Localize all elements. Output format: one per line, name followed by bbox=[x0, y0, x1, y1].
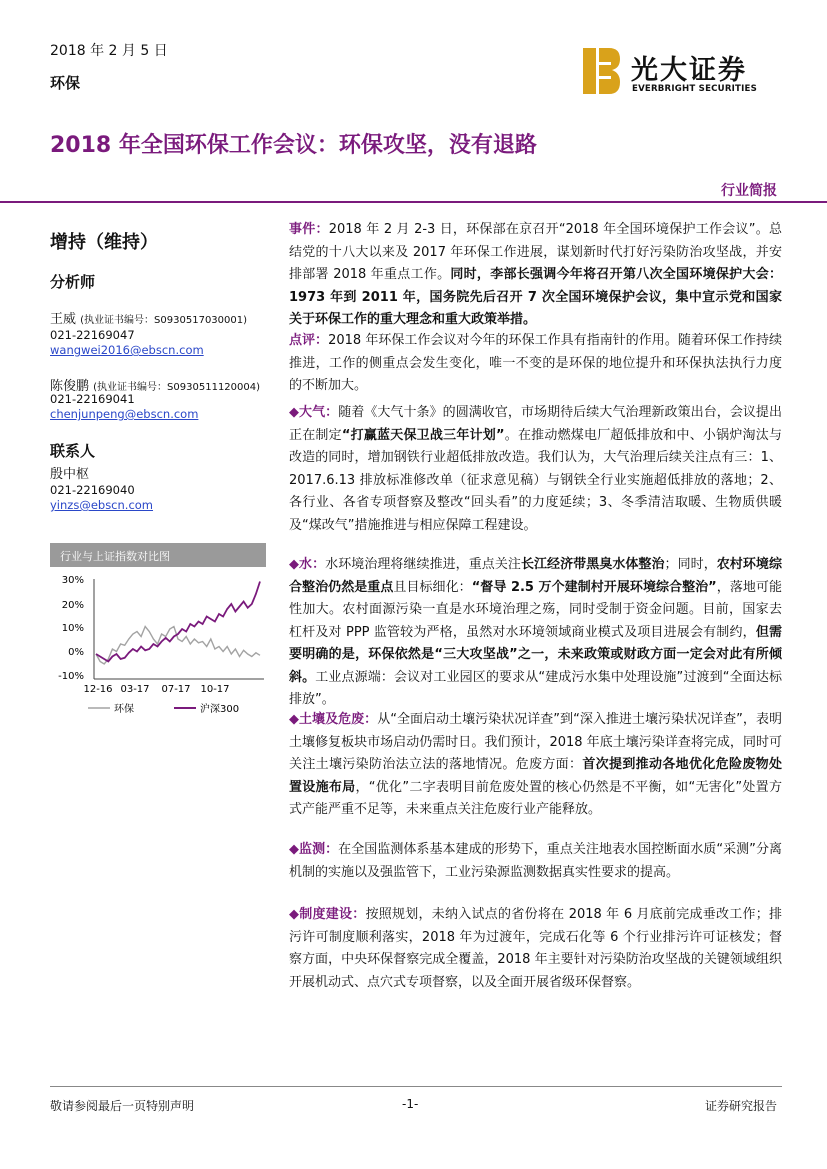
contact-phone: 021-22169040 bbox=[50, 483, 135, 497]
contact-heading: 联系人 bbox=[50, 442, 96, 460]
analyst-1-name: 王威 bbox=[50, 312, 77, 327]
event-text: 2018 年 2 月 2-3 日，环保部在京召开“2018 年全国环境保护工作会议”。总结党的十八大以来及 2017 年环保工作进展，谋划新时代打好污染防治攻坚战，并安排部署 2018 年重点工作。 bbox=[289, 222, 782, 282]
analyst-1 bbox=[50, 308, 247, 327]
footer-disclaimer: 敬请参阅最后一页特别声明 bbox=[50, 1099, 195, 1113]
contact-email[interactable]: yinzs@ebscn.com bbox=[50, 498, 154, 512]
comment-paragraph bbox=[289, 330, 782, 398]
water-paragraph bbox=[289, 554, 782, 712]
report-date: 2018 年 2 月 5 日 bbox=[50, 43, 168, 59]
water-text-1: 水环境治理将继续推进，重点关注 bbox=[325, 557, 521, 572]
air-bold-1: “打赢蓝天保卫战三年计划” bbox=[341, 427, 505, 443]
analyst-1-email[interactable]: wangwei2016@ebscn.com bbox=[50, 343, 204, 357]
index-comparison-chart bbox=[50, 543, 266, 715]
air-label: ◆大气： bbox=[289, 405, 339, 420]
report-type: 行业简报 bbox=[721, 183, 777, 199]
monitor-label: ◆监测： bbox=[289, 842, 339, 857]
legend-label-huanbao: 环保 bbox=[114, 704, 134, 715]
y-tick-label: 30% bbox=[61, 575, 84, 586]
footer-divider bbox=[50, 1086, 782, 1087]
contact-name: 殷中枢 bbox=[50, 467, 90, 482]
chart-plot bbox=[50, 567, 266, 715]
chart-title: 行业与上证指数对比图 bbox=[50, 543, 266, 567]
logo-english-name: EVERBRIGHT SECURITIES bbox=[632, 84, 757, 94]
x-tick-label: 12-16 bbox=[83, 684, 113, 695]
water-bold-4: 但需要明确的是，环保依然是“三大攻坚战”之一，未来政策或财政方面一定会对此有所倾斜。 bbox=[289, 624, 782, 685]
analyst-2-cert: (执业证书编号：S0930511120004) bbox=[93, 382, 261, 393]
y-tick-label: 20% bbox=[61, 600, 84, 611]
everbright-logo-icon bbox=[583, 48, 621, 94]
water-bold-3: “督导 2.5 万个建制村开展环境综合整治” bbox=[471, 579, 717, 595]
event-bold-text: 同时，李部长强调今年将召开第八次全国环境保护大会：1973 年到 2011 年，国务院先后召开 7 次全国环境保护会议，集中宣示党和国家关于环保工作的重大理念和重大政策举措。 bbox=[289, 267, 782, 327]
x-tick-label: 03-17 bbox=[120, 684, 150, 695]
water-text-4: ，落地可能性加大。农村面源污染一直是水环境治理之殇，同时受制于资金问题。目前，国家去杠杆及对 PPP 监管较为严格，虽然对水环境领域商业模式及项目进展会有制约， bbox=[289, 579, 782, 640]
comment-text: 2018 年环保工作会议对今年的环保工作具有指南针的作用。随着环保工作持续推进，工作的侧重点会发生变化，唯一不变的是环保的地位提升和环保执法执行力度的不断加大。 bbox=[289, 333, 782, 393]
air-paragraph bbox=[289, 402, 782, 537]
analyst-2-email[interactable]: chenjunpeng@ebscn.com bbox=[50, 407, 199, 421]
analyst-1-phone: 021-22169047 bbox=[50, 328, 135, 342]
analyst-2-phone: 021-22169041 bbox=[50, 392, 135, 406]
air-text-1: 随着《大气十条》的圆满收官，市场期待后续大气治理新政策出台，会议提出正在制定 bbox=[289, 405, 782, 443]
soil-bold-1: 首次提到推动各地优化危险废物处置设施布局 bbox=[289, 757, 782, 795]
y-tick-label: -10% bbox=[58, 671, 84, 682]
footer-report-label: 证券研究报告 bbox=[704, 1099, 777, 1113]
water-bold-2: 农村环境综合整治仍然是重点 bbox=[289, 557, 782, 595]
monitor-paragraph bbox=[289, 839, 782, 884]
comment-label: 点评： bbox=[289, 333, 329, 348]
water-text-5: 工业点源端：会议对工业园区的要求从“建成污水集中处理设施”过渡到“全面达标排放”。 bbox=[289, 669, 782, 707]
report-title: 2018 年全国环保工作会议：环保攻坚，没有退路 bbox=[50, 133, 537, 158]
soil-paragraph bbox=[289, 709, 782, 822]
water-bold-1: 长江经济带黑臭水体整治 bbox=[520, 557, 665, 572]
company-logo bbox=[583, 48, 783, 96]
monitor-text: 在全国监测体系基本建成的形势下，重点关注地表水国控断面水质“采测”分离机制的实施以及强监管下，工业污染源监测数据真实性要求的提高。 bbox=[289, 842, 782, 880]
event-paragraph bbox=[289, 219, 782, 332]
system-paragraph bbox=[289, 904, 782, 994]
page-number: -1- bbox=[402, 1097, 419, 1111]
water-text-3: 且目标细化： bbox=[393, 579, 472, 595]
rating: 增持（维持） bbox=[50, 232, 158, 253]
system-text: 按照规划，未纳入试点的省份将在 2018 年 6 月底前完成垂改工作；排污许可制度顺利落实，2018 年为过渡年，完成石化等 6 个行业排污许可证核发；督察方面，中央环保督察完成全覆盖，2018 年主要针对污染防治攻坚战的关键领域组织开展机动式、点穴式专项督察，以及全面开展省级环保督察。 bbox=[289, 907, 783, 990]
legend-label-hs300: 沪深300 bbox=[200, 704, 240, 715]
x-tick-label: 10-17 bbox=[200, 684, 230, 695]
header-divider bbox=[0, 201, 827, 203]
air-text-2: 。在推动燃煤电厂超低排放和中、小锅炉淘汰与改造的同时，增加钢铁行业超低排放改造。我们认为，大气治理后续关注点有三：1、2017.6.13 排放标准修改单（征求意见稿）与钢铁全行业实施超低排放的落地；2、各行业、各省专项督察及整改“回头看”的力度延续；3、冬季清洁取暖、生物质供暖及“煤改气”措施推进与相应保障工程建设。 bbox=[289, 427, 782, 533]
system-label: ◆制度建设： bbox=[289, 907, 366, 922]
report-sector: 环保 bbox=[50, 74, 81, 92]
analyst-1-cert: (执业证书编号：S0930517030001) bbox=[80, 315, 248, 326]
logo-chinese-name: 光大证券 bbox=[631, 55, 747, 86]
y-tick-label: 10% bbox=[61, 623, 84, 634]
x-tick-label: 07-17 bbox=[161, 684, 191, 695]
event-label: 事件： bbox=[289, 222, 329, 237]
analyst-heading: 分析师 bbox=[50, 273, 96, 291]
analyst-2-name: 陈俊鹏 bbox=[50, 379, 90, 394]
water-label: ◆水： bbox=[289, 557, 326, 572]
soil-text-2: ，“优化”二字表明目前危废处置的核心仍然是不平衡，如“无害化”处置方式产能严重不足等，未来重点关注危废行业产能释放。 bbox=[289, 779, 782, 817]
y-tick-label: 0% bbox=[68, 647, 84, 658]
soil-label: ◆土壤及危废： bbox=[289, 712, 378, 727]
soil-text-1: 从“全面启动土壤污染状况详查”到“深入推进土壤污染状况详查”，表明土壤修复板块市场启动仍需时日。我们预计，2018 年底土壤污染详查将完成，同时可关注土壤污染防治法立法的落地情况。危废方面： bbox=[289, 712, 782, 772]
water-text-2: ；同时， bbox=[664, 557, 717, 572]
